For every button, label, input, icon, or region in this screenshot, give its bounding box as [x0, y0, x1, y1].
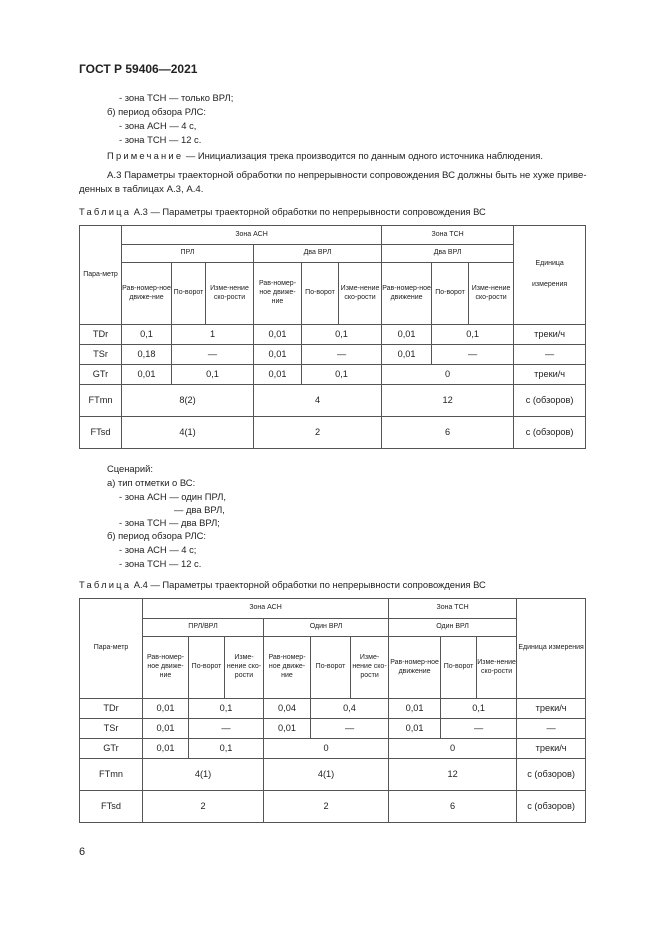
value-cell: 2 — [143, 791, 264, 823]
table-a3-param-header: Пара-метр — [80, 226, 122, 325]
table-a4-group-one-vrl-tsn: Один ВРЛ — [389, 619, 517, 637]
table-a4-caption — [79, 580, 486, 589]
unit-cell: с (обзоров) — [514, 385, 586, 417]
value-cell: 0,1 — [432, 325, 514, 345]
table-a3-unit-line2: измерения — [532, 281, 568, 288]
value-cell: 12 — [382, 385, 514, 417]
intro-line-2: б) период обзора РЛС: — [107, 106, 206, 117]
table-a4-param-header: Пара-метр — [80, 599, 143, 699]
table-row — [80, 759, 586, 791]
value-cell: — — [432, 345, 514, 365]
table-row — [80, 739, 586, 759]
value-cell: — — [189, 719, 264, 739]
table-a3-caption — [79, 207, 486, 216]
value-cell: 0,01 — [143, 719, 189, 739]
table-a4-group-one-vrl-asn: Один ВРЛ — [264, 619, 389, 637]
intro-line-4: - зона ТСН — 12 с. — [119, 134, 202, 145]
table-a4-sub-speed: Изме-нение ско-рости — [351, 637, 389, 699]
table-a4-caption-word: Таблица — [79, 579, 132, 590]
table-row — [80, 699, 586, 719]
unit-cell: треки/ч — [517, 699, 586, 719]
value-cell: 0,01 — [382, 345, 432, 365]
table-a4-unit-header: Единица измерения — [517, 599, 586, 699]
table-row — [80, 385, 586, 417]
value-cell: 0,18 — [122, 345, 172, 365]
value-cell: 8(2) — [122, 385, 254, 417]
table-a3-unit-line1: Единица — [535, 260, 564, 268]
param-cell: FTmn — [80, 759, 143, 791]
table-a3-sub-turn: По-ворот — [172, 263, 206, 325]
page-number: 6 — [79, 846, 86, 858]
unit-cell: — — [517, 719, 586, 739]
table-a4 — [79, 598, 586, 823]
table-a3-sub-turn: По-ворот — [302, 263, 339, 325]
table-a3-sub-turn: По-ворот — [432, 263, 469, 325]
scenario-line-7: - зона АСН — 4 с; — [119, 544, 197, 555]
table-a3-group-two-vrl-asn: Два ВРЛ — [254, 245, 382, 263]
value-cell: 2 — [254, 417, 382, 449]
value-cell: 0,1 — [441, 699, 517, 719]
note-word: Примечание — [107, 150, 184, 161]
value-cell: 0,1 — [172, 365, 254, 385]
table-a4-sub-even: Рав-номер-ное движе-ние — [264, 637, 311, 699]
unit-cell: с (обзоров) — [517, 759, 586, 791]
value-cell: — — [441, 719, 517, 739]
param-cell: FTsd — [80, 791, 143, 823]
table-a4-caption-text: А.4 — Параметры траекторной обработки по непрерывности сопровождения ВС — [131, 579, 486, 590]
value-cell: — — [311, 719, 389, 739]
table-a3-group-prl: ПРЛ — [122, 245, 254, 263]
table-a4-sub-turn: По-ворот — [311, 637, 351, 699]
paragraph-a3-line2: денных в таблицах А.3, А.4. — [79, 184, 204, 195]
value-cell: 0,1 — [122, 325, 172, 345]
value-cell: 2 — [264, 791, 389, 823]
param-cell: GTr — [80, 739, 143, 759]
value-cell: 0,4 — [311, 699, 389, 719]
value-cell: 0,01 — [143, 699, 189, 719]
param-cell: TDr — [80, 325, 122, 345]
value-cell: 0,01 — [264, 719, 311, 739]
value-cell: 0,1 — [302, 325, 382, 345]
table-a3-zone-tsn-header: Зона ТСН — [382, 226, 514, 245]
value-cell: 0,01 — [254, 325, 302, 345]
scenario-line-5: - зона ТСН — два ВРЛ; — [119, 517, 220, 528]
value-cell: 0,01 — [389, 699, 441, 719]
table-a4-sub-speed: Изме-нение ско-рости — [477, 637, 517, 699]
scenario-line-2: а) тип отметки о ВС: — [107, 477, 196, 488]
value-cell: 12 — [389, 759, 517, 791]
value-cell: 0,01 — [382, 325, 432, 345]
table-a3-sub-speed: Изме-нение ско-рости — [339, 263, 382, 325]
table-a4-zone-asn-header: Зона АСН — [143, 599, 389, 619]
value-cell: 0,01 — [143, 739, 189, 759]
unit-cell: — — [514, 345, 586, 365]
scenario-line-4: — два ВРЛ, — [174, 504, 225, 515]
paragraph-a3-line1: А.3 Параметры траекторной обработки по непрерывности сопровождения ВС должны быть не хуже приве- — [107, 170, 587, 181]
value-cell: 4(1) — [143, 759, 264, 791]
value-cell: 0 — [382, 365, 514, 385]
table-a3-caption-text: А.3 — Параметры траекторной обработки по непрерывности сопровождения ВС — [131, 206, 486, 217]
value-cell: 0,01 — [254, 365, 302, 385]
table-row — [80, 325, 586, 345]
document-header: ГОСТ Р 59406—2021 — [79, 62, 198, 76]
param-cell: FTmn — [80, 385, 122, 417]
param-cell: TSr — [80, 345, 122, 365]
table-a3 — [79, 225, 586, 449]
note-text: — Инициализация трека производится по данным одного источника наблюдения. — [183, 150, 543, 161]
value-cell: 0,01 — [122, 365, 172, 385]
table-row — [80, 719, 586, 739]
value-cell: 4(1) — [264, 759, 389, 791]
table-a3-sub-even: Рав-номер-ное движе-ние — [122, 263, 172, 325]
value-cell: 4(1) — [122, 417, 254, 449]
table-row — [80, 791, 586, 823]
value-cell: — — [302, 345, 382, 365]
table-a4-zone-tsn-header: Зона ТСН — [389, 599, 517, 619]
param-cell: FTsd — [80, 417, 122, 449]
value-cell: 6 — [382, 417, 514, 449]
table-a3-caption-word: Таблица — [79, 206, 132, 217]
value-cell: 0,01 — [389, 719, 441, 739]
table-row — [80, 345, 586, 365]
unit-cell: треки/ч — [514, 325, 586, 345]
unit-cell: треки/ч — [514, 365, 586, 385]
param-cell: TSr — [80, 719, 143, 739]
value-cell: 4 — [254, 385, 382, 417]
value-cell: 6 — [389, 791, 517, 823]
value-cell: 0,1 — [189, 699, 264, 719]
table-a3-sub-speed: Изме-нение ско-рости — [469, 263, 514, 325]
scenario-line-8: - зона ТСН — 12 с. — [119, 558, 202, 569]
table-a4-sub-even: Рав-номер-ное движение — [389, 637, 441, 699]
scenario-line-6: б) период обзора РЛС: — [107, 530, 206, 541]
value-cell: 0 — [389, 739, 517, 759]
table-a4-sub-turn: По-ворот — [441, 637, 477, 699]
table-a4-sub-even: Рав-номер-ное движе-ние — [143, 637, 189, 699]
value-cell: 0,04 — [264, 699, 311, 719]
value-cell: 1 — [172, 325, 254, 345]
scenario-line-1: Сценарий: — [107, 463, 153, 474]
value-cell: 0,1 — [189, 739, 264, 759]
table-a3-group-two-vrl-tsn: Два ВРЛ — [382, 245, 514, 263]
table-a3-sub-even: Рав-номер-ное движе-ние — [254, 263, 302, 325]
param-cell: GTr — [80, 365, 122, 385]
unit-cell: треки/ч — [517, 739, 586, 759]
table-row — [80, 365, 586, 385]
scenario-line-3: - зона АСН — один ПРЛ, — [119, 491, 227, 502]
table-a3-sub-speed: Изме-нение ско-рости — [206, 263, 254, 325]
value-cell: 0,1 — [302, 365, 382, 385]
table-a3-unit-header — [514, 226, 586, 325]
unit-cell: с (обзоров) — [517, 791, 586, 823]
intro-line-1: - зона ТСН — только ВРЛ; — [119, 92, 234, 103]
value-cell: — — [172, 345, 254, 365]
unit-cell: с (обзоров) — [514, 417, 586, 449]
note — [107, 151, 543, 160]
table-a3-zone-asn-header: Зона АСН — [122, 226, 382, 245]
table-a4-sub-speed: Изме-нение ско-рости — [225, 637, 264, 699]
table-row — [80, 417, 586, 449]
value-cell: 0,01 — [254, 345, 302, 365]
table-a4-group-prl-vrl: ПРЛ/ВРЛ — [143, 619, 264, 637]
intro-line-3: - зона АСН — 4 с, — [119, 120, 197, 131]
table-a3-sub-even: Рав-номер-ное движение — [382, 263, 432, 325]
value-cell: 0 — [264, 739, 389, 759]
table-a4-sub-turn: По-ворот — [189, 637, 225, 699]
param-cell: TDr — [80, 699, 143, 719]
